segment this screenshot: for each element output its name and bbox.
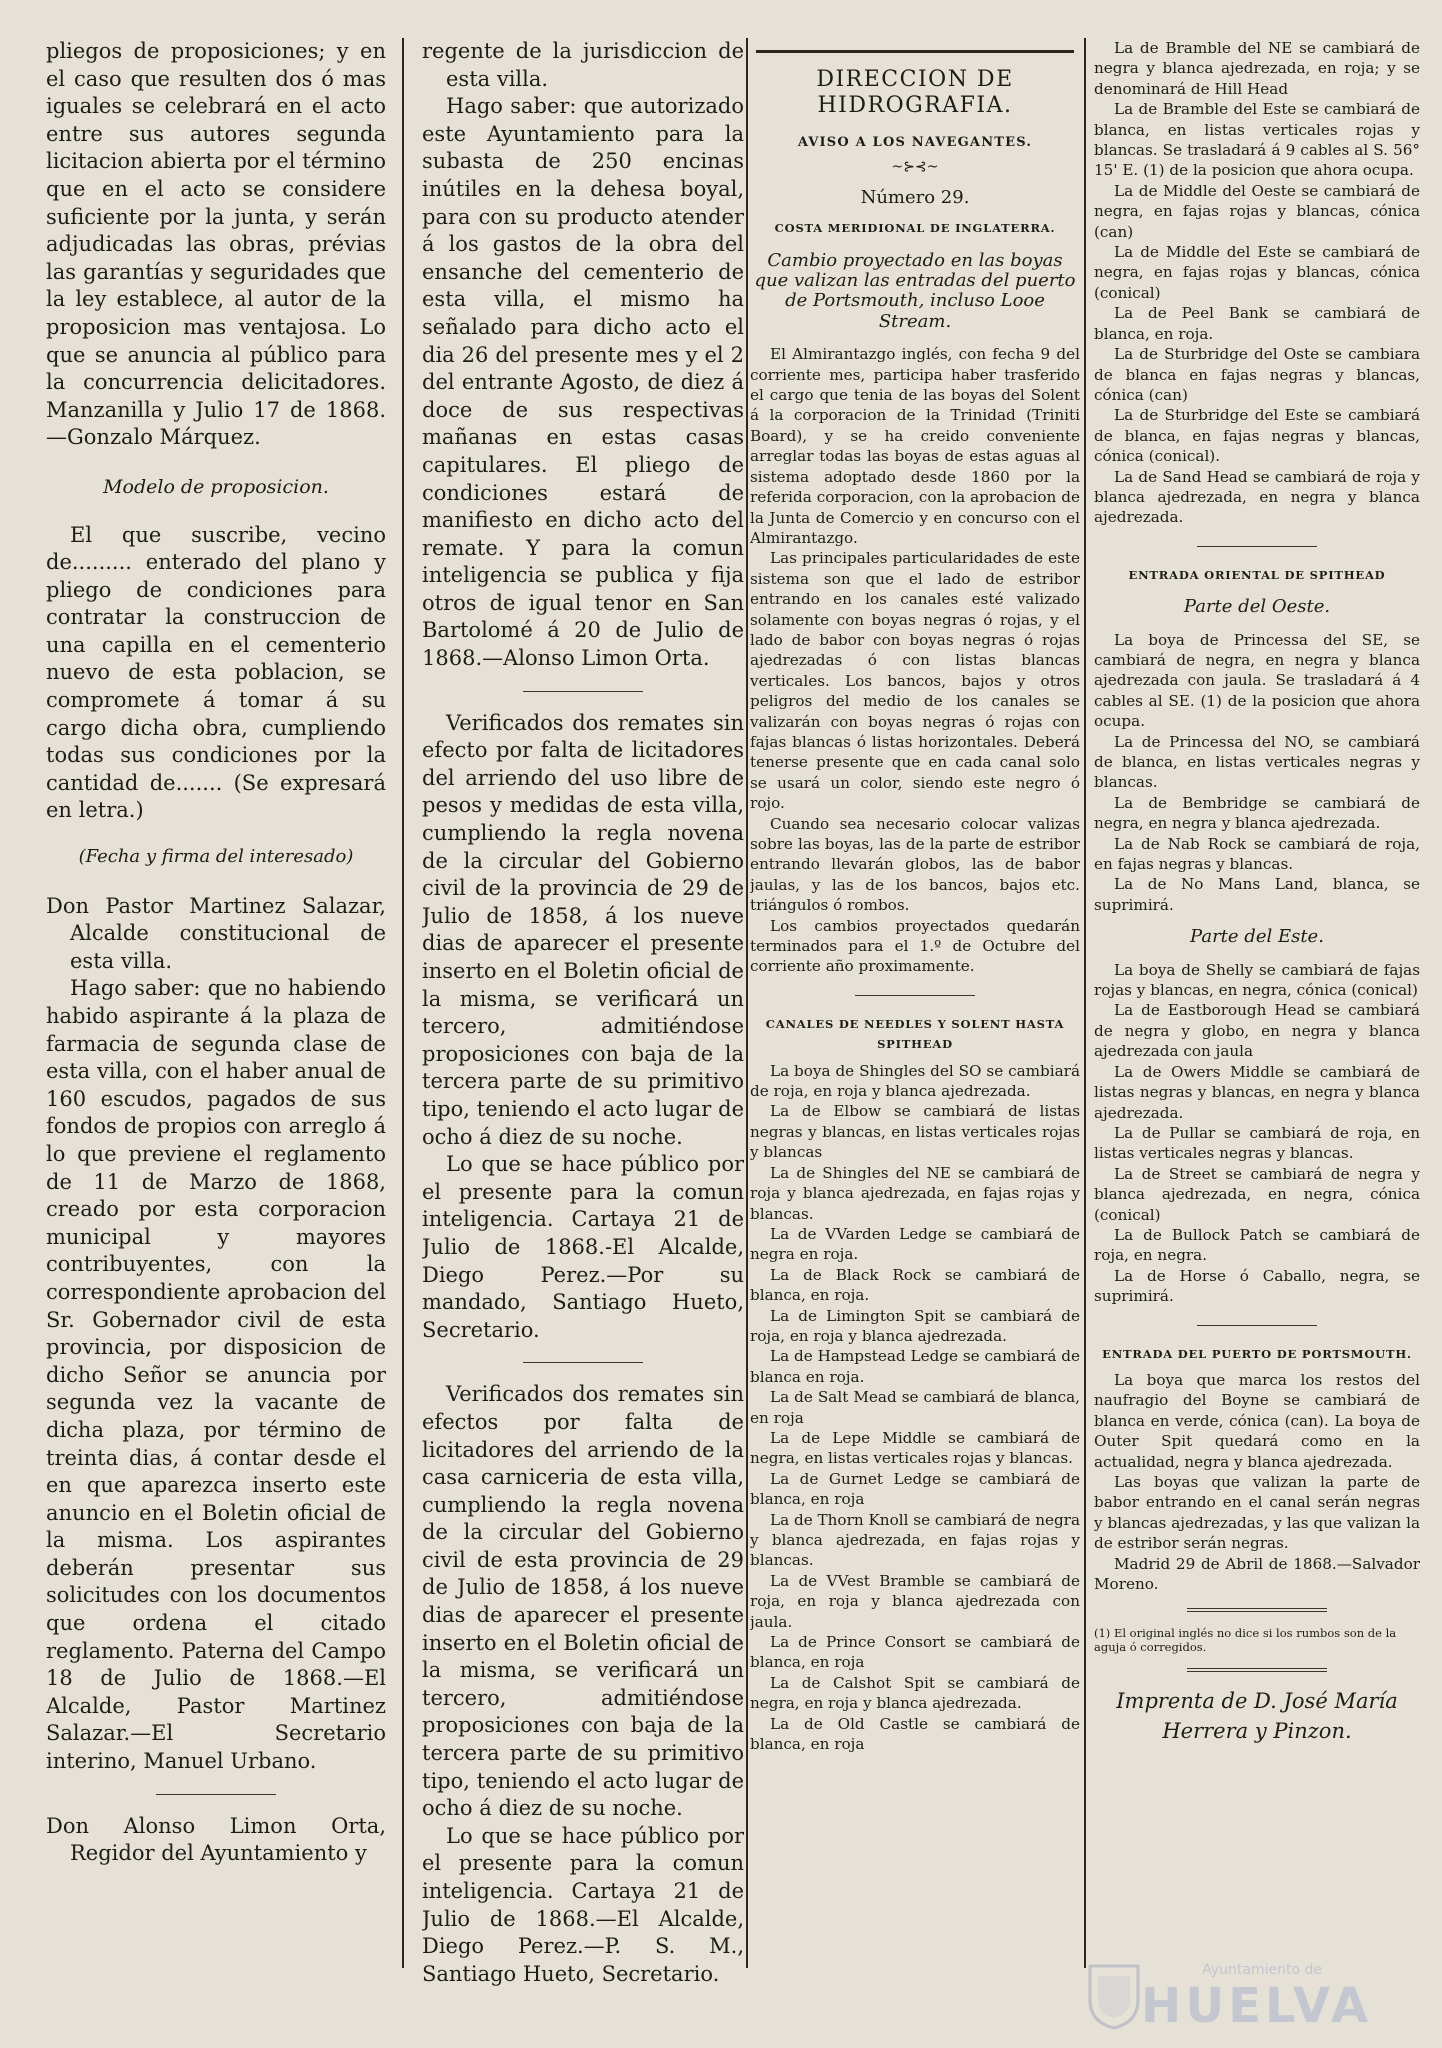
list-item: La de Gurnet Ledge se cambiará de blanca, en roja — [750, 1469, 1080, 1509]
paragraph: Hago saber: que autorizado este Ayuntamiento para la subasta de 250 encinas inútiles en la dehesa boyal, para con su producto atender á los gastos de la obra del ensanche del cementerio de esta villa, el mismo ha señalado para dicho acto el dia 26 del presente mes y el 2 del entrante Agosto, de diez á doce de sus respectivas mañanas en estas casas capitulares. El pliego de condiciones estará de manifiesto en dicho acto del remate. Y para la comun inteligencia se publica y fija otros de igual tenor en San Bartolomé á 20 de Julio de 1868.—Alonso Limon Orta. — [422, 94, 744, 671]
list-item: La de Sand Head se cambiará de roja y blanca ajedrezada, en negra y blanca ajedrezada. — [1094, 467, 1420, 527]
portsmouth-heading: ENTRADA DEL PUERTO DE PORTSMOUTH. — [1102, 1346, 1412, 1361]
separator — [1197, 546, 1317, 547]
column-4 — [1094, 38, 1420, 2028]
separator — [1187, 1608, 1327, 1612]
paragraph: El Almirantazgo inglés, con fecha 9 del corriente mes, participa haber trasferido el cargo que tenia de las boyas del Solent á la corporacion de la Trinidad (Triniti Board), y se ha creido conveniente arreglar todas las boyas de estas aguas al sistema adoptado desde 1860 por la referida corporacion, con la aprobacion de la Junta de Comercio y en concurso con el Almirantazgo. — [750, 345, 1080, 547]
paragraph: Verificados dos remates sin efectos por falta de licitadores del arriendo de la casa carniceria de esta villa, cumpliendo la regla novena de la circular del Gobierno civil de esta provincia de 29 de Julio de 1858, á los nueve dias de aparecer el presente inserto en el Boletin oficial de la misma, se verificará un tercero, admitiéndose proposiciones con baja de la tercera parte de su primitivo tipo, teniendo el acto lugar de ocho á diez de su noche. — [422, 1382, 744, 1821]
list-item: La de Bembridge se cambiará de negra, en negra y blanca ajedrezada. — [1094, 793, 1420, 833]
list-item: La boya de Princessa del SE, se cambiará de negra, en negra y blanca ajedrezada con jaula. Se trasladará á 4 cables al SE. (1) de la posicion que ahora ocupa. — [1094, 630, 1420, 731]
notice-heading: Don Pastor Martinez Salazar, Alcalde constitucional de esta villa. — [46, 893, 386, 973]
numero: Número 29. — [860, 186, 970, 208]
list-item: La de Bramble del NE se cambiará de negra y blanca ajedrezada, en roja; y se denominará de Hill Head — [1094, 39, 1420, 98]
paragraph: Hago saber: que no habiendo habido aspirante á la plaza de farmacia de segunda clase de esta villa, con el haber anual de 160 escudos, pagados de sus fondos de propios con arreglo á lo que previene el reglamento de 11 de Marzo de 1868, creado por esta corporacion municipal y mayores contribuyentes, con la correspondiente aprobacion del Sr. Gobernador civil de esta provincia, por disposicion de dicho Señor se anuncia por segunda vez la vacante de dicha plaza, por término de treinta dias, á contar desde el en que aparezca inserto este anuncio en el Boletin oficial de la misma. Los aspirantes deberán presentar sus solicitudes con los documentos que ordena el citado reglamento. Paterna del Campo 18 de Julio de 1868.—El Alcalde, Pastor Martinez Salazar.—El Secretario interino, Manuel Urbano. — [46, 976, 386, 1774]
parte-oeste-heading: Parte del Oeste. — [1183, 596, 1331, 618]
separator — [1187, 1668, 1327, 1672]
list-item: La de Horse ó Caballo, negra, se suprimirá. — [1094, 1266, 1420, 1306]
paragraph: Lo que se hace público por el presente para la comun inteligencia. Cartaya 21 de Julio de 1868.-El Alcalde, Diego Perez.—Por su mandado, Santiago Hueto, Secretario. — [422, 1152, 744, 1342]
coat-of-arms-icon — [1086, 1960, 1142, 2030]
paragraph: Los cambios proyectados quedarán terminados para el 1.º de Octubre del corriente año proximamente. — [750, 916, 1080, 976]
list-item: La de Elbow se cambiará de listas negras y blancas, en listas verticales rojas y blancas — [750, 1102, 1080, 1162]
list-item: La de Sturbridge del Este se cambiará de blanca, en fajas negras y blancas, cónica (conical). — [1094, 406, 1420, 466]
column-rule — [402, 38, 404, 1968]
spithead-heading: ENTRADA ORIENTAL DE SPITHEAD — [1128, 567, 1386, 582]
paragraph: regente de la jurisdiccion de esta villa. — [422, 39, 744, 91]
list-item: La de VVarden Ledge se cambiará de negra en roja. — [750, 1224, 1080, 1264]
list-item: La de Hampstead Ledge se cambiará de blanca en roja. — [750, 1347, 1080, 1386]
column-rule — [1084, 38, 1086, 1968]
list-item: La de Owers Middle se cambiará de listas negras y blancas, en negra y blanca ajedrezada. — [1094, 1062, 1420, 1122]
list-item: La de Salt Mead se cambiará de blanca, en roja — [750, 1388, 1080, 1427]
watermark: HUELVA — [1141, 1978, 1372, 2034]
paragraph: Cuando sea necesario colocar valizas sobre las boyas, las de la parte de estribor entrando llevarán globos, las de babor jaulas, y las de los bancos, bajos etc. triángulos ó rombos. — [750, 814, 1080, 915]
footnote: (1) El original inglés no dice si los rumbos son de la aguja ó corregidos. — [1094, 1626, 1397, 1655]
list-item: La de Princessa del NO, se cambiará de blanca, en listas verticales negras y blancas. — [1094, 732, 1420, 792]
paragraph: Lo que se hace público por el presente para la comun inteligencia. Cartaya 21 de Julio de 1868.—El Alcalde, Diego Perez.—P. S. M., Santiago Hueto, Secretario. — [422, 1823, 744, 1986]
printer-credit: Imprenta de D. José María Herrera y Pinzon. — [1116, 1689, 1398, 1744]
separator — [523, 691, 643, 692]
list-item: La de Middle del Este se cambiará de negra, en fajas rojas y blancas, cónica (conical) — [1094, 243, 1420, 302]
paragraph: Verificados dos remates sin efecto por falta de licitadores del arriendo del uso libre de pesos y medidas de esta villa, cumpliendo la regla novena de la circular del Gobierno civil de la provincia de 29 de Julio de 1858, á los nueve dias de aparecer el presente inserto en el Boletin oficial de la misma, se verificará un tercero, admitiéndose proposiciones con baja de la tercera parte de su primitivo tipo, teniendo el acto lugar de ocho á diez de su noche. — [422, 710, 744, 1149]
list-item: La de Thorn Knoll se cambiará de negra y blanca ajedrezada, en fajas rojas y blancas. — [750, 1510, 1080, 1570]
paragraph: La boya que marca los restos del naufragio del Boyne se cambiará de blanca en verde, cónica (can). La boya de Outer Spit quedará como en la actualidad, negra y blanca ajedrezada. — [1094, 1370, 1420, 1471]
column-rule — [746, 38, 748, 1968]
signature-line: Madrid 29 de Abril de 1868.—Salvador Moreno. — [1094, 1554, 1420, 1594]
notice-heading: Don Alonso Limon Orta, Regidor del Ayuntamiento y — [46, 1813, 386, 1866]
separator — [855, 995, 975, 996]
list-item: La de Prince Consort se cambiará de blanca, en roja — [750, 1633, 1080, 1672]
newspaper-page — [30, 38, 1420, 2028]
list-item: La de Black Rock se cambiará de blanca, en roja. — [750, 1265, 1080, 1305]
section-title: DIRECCION DE HIDROGRAFIA. — [816, 67, 1014, 118]
modelo-heading: Modelo de proposicion. — [103, 475, 329, 498]
paragraph: Las principales particularidades de este sistema son que el lado de estribor entrando en los canales esté valizado solamente con boyas negras ó rojas, y el lado de babor con boyas negras ó rojas ajedrezadas ó con listas blancas verticales. Los bancos, bajos y otros peligros del medio de los canales se valizarán con boyas negras ó rojas con fajas blancas ó listas horizontales. Deberá tenerse presente que en cada canal solo se usará un color, siendo este negro ó rojo. — [750, 549, 1080, 813]
paragraph: pliegos de proposiciones; y en el caso que resulten dos ó mas iguales se celebrará en el acto entre sus autores segunda licitacion abierta por el término que en el acto se considere suficiente por la junta, y serán adjudicadas las obras, prévias las garantías y seguridades que la ley establece, al autor de la proposicion mas ventajosa. Lo que se anuncia al público para la concurrencia delicitadores. Manzanilla y Julio 17 de 1868.—Gonzalo Márquez. — [46, 39, 386, 450]
list-item: La de Sturbridge del Oste se cambiara de blanca en fajas negras y blancas, cónica (can) — [1094, 345, 1420, 404]
list-item: La de Shingles del NE se cambiará de roja y blanca ajedrezada, en fajas rojas y blancas. — [750, 1163, 1080, 1223]
list-item: La de Calshot Spit se cambiará de negra, en roja y blanca ajedrezada. — [750, 1673, 1080, 1713]
list-item: La de Bramble del Este se cambiará de blanca, en listas verticales rojas y blancas. Se trasladará á 9 cables al S. 56° 15' E. (1) de la posicion que ahora ocupa. — [1094, 100, 1420, 180]
separator — [156, 1794, 276, 1795]
watermark-subtitle: Ayuntamiento de — [1202, 1962, 1322, 1978]
column-3 — [750, 38, 1080, 2028]
separator — [523, 1362, 643, 1363]
list-item: La de No Mans Land, blanca, se suprimirá. — [1094, 875, 1420, 914]
list-item: La de Eastborough Head se cambiará de negra y globo, en negra y blanca ajedrezada con jaula — [1094, 1001, 1420, 1061]
list-item: La de Pullar se cambiará de roja, en listas verticales negras y blancas. — [1094, 1123, 1420, 1163]
list-item: La de Old Castle se cambiará de blanca, en roja — [750, 1714, 1080, 1754]
list-item: La boya de Shelly se cambiará de fajas rojas y blancas, en negra, cónica (conical) — [1094, 960, 1420, 1000]
list-item: La de Nab Rock se cambiará de roja, en fajas negras y blancas. — [1094, 834, 1420, 874]
list-item: La de Middle del Oeste se cambiará de negra, en fajas rojas y blancas, cónica (can) — [1094, 181, 1420, 241]
fecha-label: (Fecha y firma del interesado) — [78, 846, 354, 868]
list-item: La de Street se cambiará de negra y blanca ajedrezada, en negra, cónica (conical) — [1094, 1164, 1420, 1224]
list-item: La de Peel Bank se cambiará de blanca, en roja. — [1094, 304, 1420, 343]
costa-heading: COSTA MERIDIONAL DE INGLATERRA. — [774, 221, 1056, 236]
paragraph: Las boyas que valizan la parte de babor entrando en el canal serán negras y blancas ajedrezadas, y las que valizan la de estribor serán negras. — [1094, 1473, 1420, 1553]
parte-este-heading: Parte del Este. — [1190, 926, 1324, 948]
list-item: La de Limington Spit se cambiará de roja, en roja y blanca ajedrezada. — [750, 1306, 1080, 1345]
ornament: ~⊱⊰~ — [891, 159, 939, 176]
list-item: La de Bullock Patch se cambiará de roja, en negra. — [1094, 1225, 1420, 1265]
list-item: La boya de Shingles del SO se cambiará de roja, en roja y blanca ajedrezada. — [750, 1061, 1080, 1101]
aviso-heading: AVISO A LOS NAVEGANTES. — [797, 135, 1033, 150]
paragraph: El que suscribe, vecino de......... enterado del plano y pliego de condiciones para contratar la construccion de una capilla en el cementerio nuevo de esta poblacion, se compromete á tomar á su cargo dicha obra, cumpliendo todas sus condiciones por la cantidad de....... (Se expresará en letra.) — [46, 522, 386, 823]
subtitle: Cambio proyectado en las boyas que valizan las entradas del puerto de Portsmouth, incluso Looe Stream. — [754, 249, 1076, 332]
column-1 — [46, 38, 386, 2028]
separator — [1197, 1325, 1317, 1326]
list-item: La de Lepe Middle se cambiará de negra, en listas verticales rojas y blancas. — [750, 1428, 1080, 1468]
top-rule — [756, 50, 1074, 53]
list-item: La de VVest Bramble se cambiará de roja, en roja y blanca ajedrezada con jaula. — [750, 1571, 1080, 1631]
canales-heading: CANALES DE NEEDLES Y SOLENT HASTA SPITHEAD — [765, 1016, 1065, 1052]
column-2 — [422, 38, 744, 2028]
